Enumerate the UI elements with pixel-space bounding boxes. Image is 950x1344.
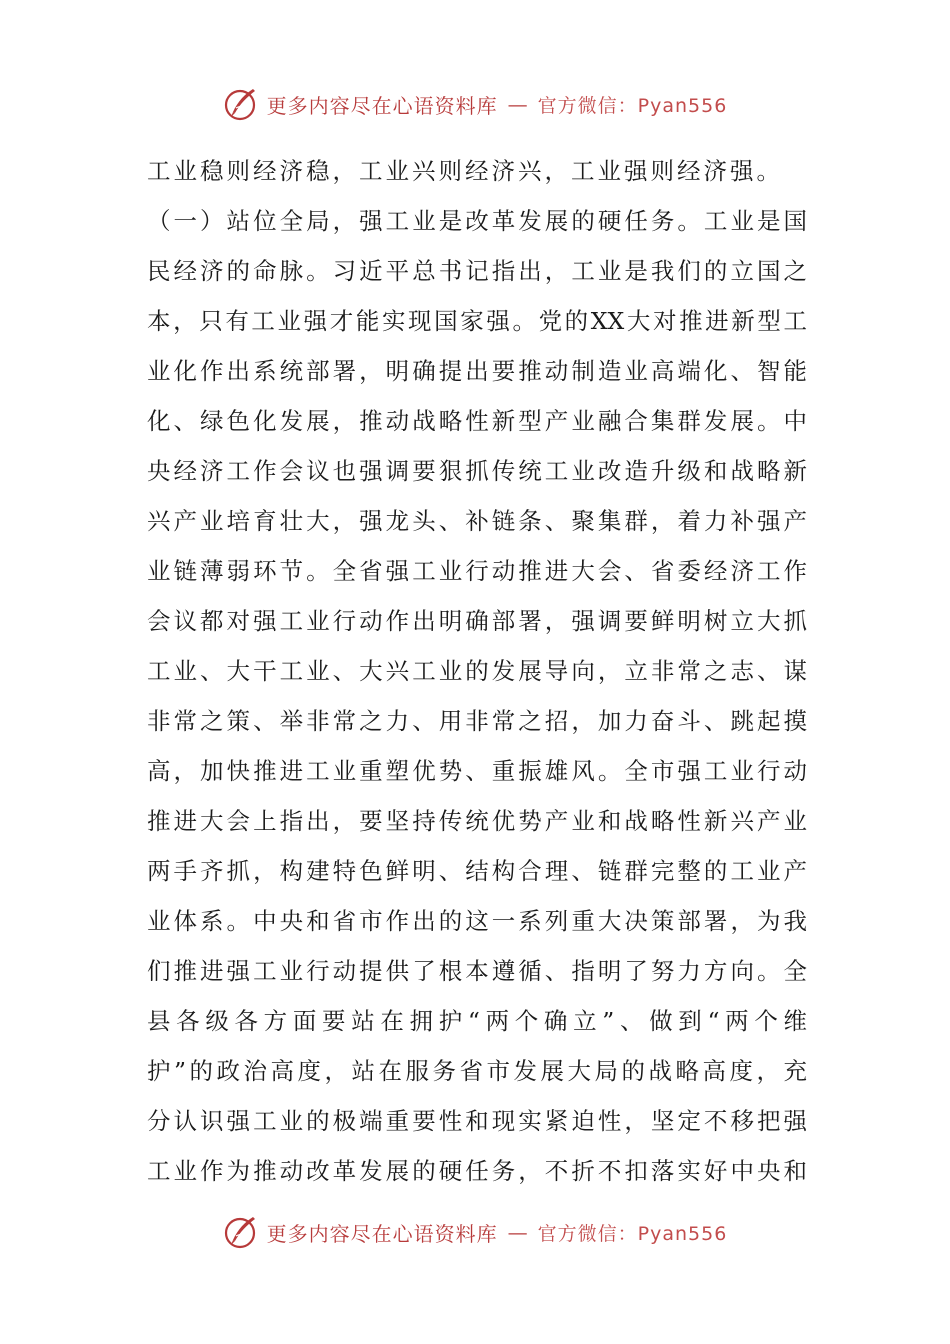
text-line: 业化作出系统部署，明确提出要推动制造业高端化、智能 — [147, 357, 807, 385]
text-line: 工业作为推动改革发展的硬任务，不折不扣落实好中央和 — [147, 1157, 807, 1185]
watermark-text: 更多内容尽在心语资料库 — [266, 1221, 498, 1246]
text-line: 业体系。中央和省市作出的这一系列重大决策部署，为我 — [147, 907, 807, 935]
text-line: 工业、大干工业、大兴工业的发展导向，立非常之志、谋 — [147, 657, 807, 685]
watermark-dash: — — [507, 92, 528, 116]
watermark-text: 更多内容尽在心语资料库 — [266, 93, 498, 118]
text-line: 工业稳则经济稳，工业兴则经济兴，工业强则经济强。 — [147, 157, 783, 185]
text-line: 业链薄弱环节。全省强工业行动推进大会、省委经济工作 — [147, 557, 807, 585]
watermark-dash: — — [507, 1220, 528, 1244]
quill-logo-icon — [223, 86, 259, 122]
footer-watermark — [0, 1210, 950, 1254]
text-line: 非常之策、举非常之力、用非常之招，加力奋斗、跳起摸 — [147, 707, 807, 735]
quill-logo-icon — [223, 1214, 259, 1250]
text-line: 化、绿色化发展，推动战略性新型产业融合集群发展。中 — [147, 407, 807, 435]
text-line: 县各级各方面要站在拥护“两个确立”、做到“两个维 — [147, 1007, 807, 1035]
document-body — [147, 146, 807, 1196]
watermark-official: 官方微信：Pyan556 — [537, 94, 728, 117]
text-line: 两手齐抓，构建特色鲜明、结构合理、链群完整的工业产 — [147, 857, 807, 885]
watermark-official: 官方微信：Pyan556 — [537, 1222, 728, 1245]
text-line: 高，加快推进工业重塑优势、重振雄风。全市强工业行动 — [147, 757, 807, 785]
text-line: 民经济的命脉。习近平总书记指出，工业是我们的立国之 — [147, 257, 807, 285]
text-line: （一）站位全局，强工业是改革发展的硬任务。工业是国 — [147, 207, 807, 235]
text-line: 会议都对强工业行动作出明确部署，强调要鲜明树立大抓 — [147, 607, 807, 635]
text-line: 兴产业培育壮大，强龙头、补链条、聚集群，着力补强产 — [147, 507, 807, 535]
text-line: 央经济工作会议也强调要狠抓传统工业改造升级和战略新 — [147, 457, 807, 485]
text-line: 推进大会上指出，要坚持传统优势产业和战略性新兴产业 — [147, 807, 807, 835]
text-line: 本，只有工业强才能实现国家强。党的XX大对推进新型工 — [147, 307, 807, 335]
text-line: 护”的政治高度，站在服务省市发展大局的战略高度，充 — [147, 1057, 807, 1085]
text-line: 们推进强工业行动提供了根本遵循、指明了努力方向。全 — [147, 957, 807, 985]
text-line: 分认识强工业的极端重要性和现实紧迫性，坚定不移把强 — [147, 1107, 807, 1135]
header-watermark — [0, 82, 950, 126]
